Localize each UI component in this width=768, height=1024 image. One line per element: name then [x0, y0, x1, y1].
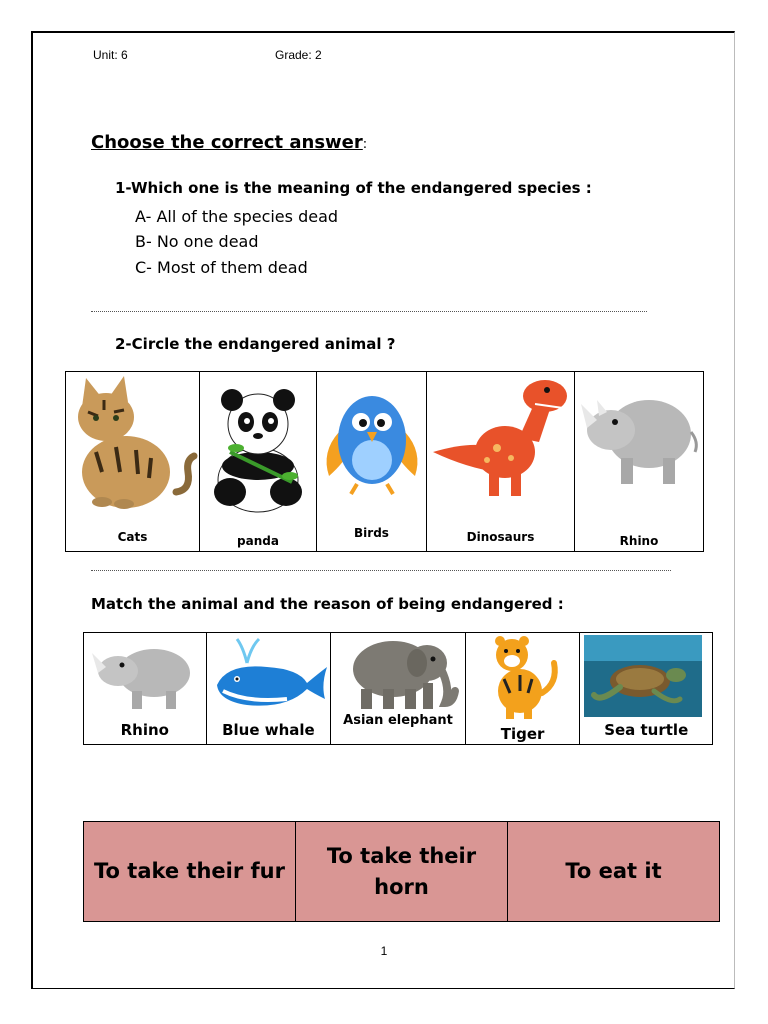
question-1-option-b[interactable]: B- No one dead	[135, 232, 259, 251]
animal-option-dinosaurs[interactable]	[427, 372, 575, 551]
instruction-title	[91, 132, 367, 153]
question-1-option-c[interactable]: C- Most of them dead	[135, 258, 308, 277]
animal-label: Asian elephant	[343, 713, 453, 728]
question-2-prompt: 2-Circle the endangered animal ?	[115, 335, 396, 353]
elephant-icon	[331, 633, 466, 713]
animal-label: Cats	[117, 530, 148, 544]
bird-icon	[317, 372, 427, 512]
grade-label: Grade: 2	[275, 48, 322, 62]
match-animal-rhino[interactable]	[84, 633, 207, 744]
divider-dotted	[91, 311, 647, 312]
turtle-icon	[580, 633, 712, 719]
question-2-animal-grid	[65, 371, 704, 552]
reasons-row	[83, 821, 720, 922]
match-animal-blue-whale[interactable]	[207, 633, 332, 744]
reason-take-fur[interactable]: To take their fur	[84, 822, 296, 921]
rhino-icon	[84, 633, 207, 713]
question-1-prompt: 1-Which one is the meaning of the endangered species :	[115, 179, 592, 197]
tiger-icon	[466, 633, 581, 721]
animal-option-panda[interactable]	[200, 372, 317, 551]
animal-label: Tiger	[500, 725, 545, 743]
reason-take-horn[interactable]: To take their horn	[296, 822, 508, 921]
question-3-animal-grid	[83, 632, 713, 745]
divider-dotted	[91, 570, 671, 571]
animal-label: Birds	[354, 526, 389, 540]
rhino-icon	[575, 372, 703, 512]
unit-label: Unit: 6	[93, 48, 128, 62]
animal-label: panda	[237, 534, 279, 548]
animal-label: Sea turtle	[604, 721, 689, 739]
panda-icon	[200, 372, 317, 517]
animal-label: Dinosaurs	[466, 530, 535, 544]
match-animal-sea-turtle[interactable]	[580, 633, 712, 744]
instruction-text: Choose the correct answer	[91, 132, 363, 153]
animal-label: Rhino	[619, 534, 659, 548]
animal-label: Rhino	[120, 721, 169, 739]
dinosaur-icon	[427, 372, 575, 512]
animal-option-cats[interactable]	[66, 372, 200, 551]
whale-icon	[207, 633, 332, 713]
question-1-option-a[interactable]: A- All of the species dead	[135, 207, 339, 226]
match-animal-tiger[interactable]	[466, 633, 581, 744]
match-animal-asian-elephant[interactable]	[331, 633, 466, 744]
question-3-prompt: Match the animal and the reason of being endangered :	[91, 595, 564, 613]
animal-option-rhino[interactable]	[575, 372, 703, 551]
cat-icon	[66, 372, 200, 512]
page-number: 1	[380, 944, 388, 958]
reason-eat-it[interactable]: To eat it	[565, 859, 662, 884]
animal-option-birds[interactable]	[317, 372, 427, 551]
animal-label: Blue whale	[222, 721, 315, 739]
instruction-suffix: :	[362, 137, 368, 152]
